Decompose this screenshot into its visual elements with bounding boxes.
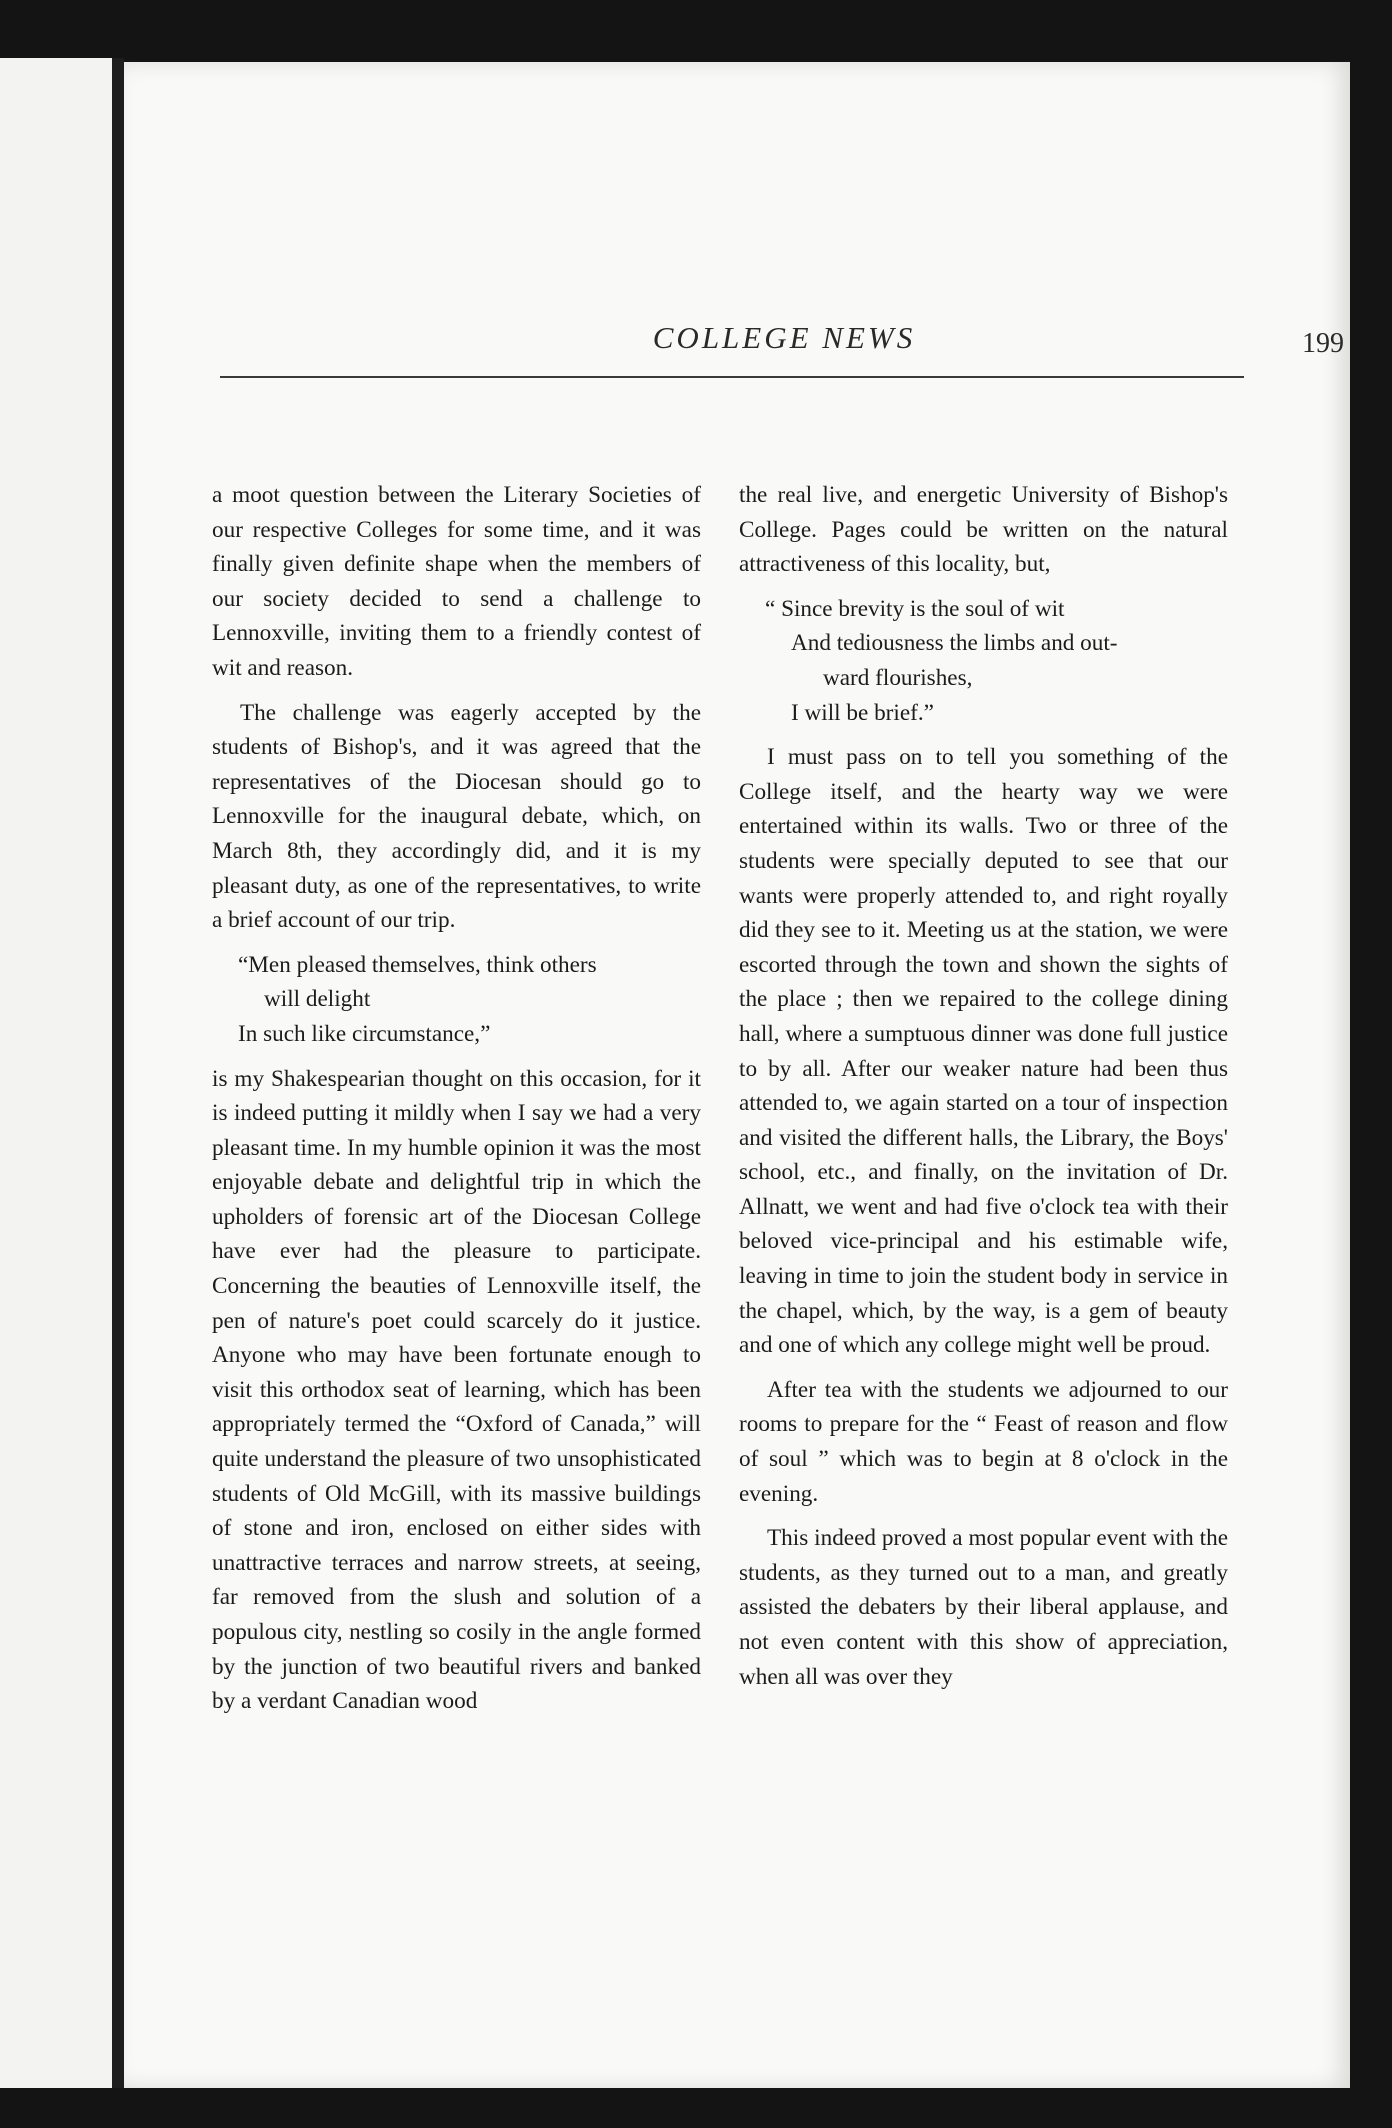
- paragraph: This indeed proved a most popular event with the students, as they turned out to a man, and greatly assisted the debaters by their liberal applause, and not even content with this show of appreciation, when all was over they: [739, 1525, 1228, 1690]
- verse-line: And tediousness the limbs and out-: [791, 630, 1118, 657]
- verse-line: will delight: [264, 986, 371, 1013]
- paragraph: a moot question between the Literary Societies of our respective Colleges for some time, and it was finally given definite shape when the members of our society decided to send a challenge to Lennoxville, inviting them to a friendly contest of wit and reason.: [212, 482, 701, 681]
- paragraph: the real live, and energetic University of Bishop's College. Pages could be written on the natural attractiveness of this locality, but,: [739, 482, 1228, 578]
- verse-quotation: [212, 948, 701, 1052]
- header-rule: [220, 376, 1244, 378]
- paragraph: The challenge was eagerly accepted by the students of Bishop's, and it was agreed that the representatives of the Diocesan should go to Lennoxville for the inaugural debate, which, on March 8th, they accordingly did, and it is my pleasant duty, as one of the representatives, to write a brief account of our trip.: [212, 699, 701, 934]
- page-number: 199: [1302, 328, 1344, 359]
- paragraph: After tea with the students we adjourned to our rooms to prepare for the “ Feast of reason and flow of soul ” which was to begin at 8 o'clock in the evening.: [739, 1376, 1228, 1507]
- running-title: COLLEGE NEWS: [652, 320, 916, 355]
- left-column: [212, 478, 701, 1719]
- verse-line: “Men pleased themselves, think others: [238, 951, 597, 978]
- book-spine: [112, 58, 124, 2088]
- right-column: [739, 478, 1228, 1694]
- verse-line: ward flourishes,: [823, 664, 973, 691]
- verse-quotation: [739, 592, 1228, 730]
- page-header: [220, 320, 1348, 370]
- verse-line: In such like circumstance,”: [238, 1020, 491, 1047]
- facing-page-edge: [0, 58, 112, 2088]
- verse-line: “ Since brevity is the soul of wit: [765, 595, 1065, 622]
- paragraph: I must pass on to tell you something of the College itself, and the hearty way we were entertained within its walls. Two or three of the students were specially deputed to see that our wants were properly attended to, and right royally did they see to it. Meeting us at the station, we were escorted through the town and shown the sights of the place ; then we repaired to the college dining hall, where a sumptuous dinner was done full justice to by all. After our weaker nature had been thus attended to, we again started on a tour of inspection and visited the different halls, the Library, the Boys' school, etc., and finally, on the invitation of Dr. Allnatt, we went and had five o'clock tea with their beloved vice-principal and his estimable wife, leaving in time to join the student body in service in the chapel, which, by the way, is a gem of beauty and one of which any college might well be proud.: [739, 744, 1228, 1359]
- verse-line: I will be brief.”: [791, 699, 934, 726]
- book-page: [124, 62, 1350, 2088]
- paragraph: is my Shakespearian thought on this occasion, for it is indeed putting it mildly when I say we had a very pleasant time. In my humble opinion it was the most enjoyable debate and delightful trip in which the upholders of forensic art of the Diocesan College have ever had the pleasure to participate. Concerning the beauties of Lennoxville itself, the pen of nature's poet could scarcely do it justice. Anyone who may have been fortunate enough to visit this orthodox seat of learning, which has been appropriately termed the “Oxford of Canada,” will quite understand the pleasure of two unsophisticated students of Old McGill, with its massive buildings of stone and iron, enclosed on either sides with unattractive terraces and narrow streets, at seeing, far removed from the slush and solution of a populous city, nestling so cosily in the angle formed by the junction of two beautiful rivers and banked by a verdant Canadian wood: [212, 1065, 701, 1715]
